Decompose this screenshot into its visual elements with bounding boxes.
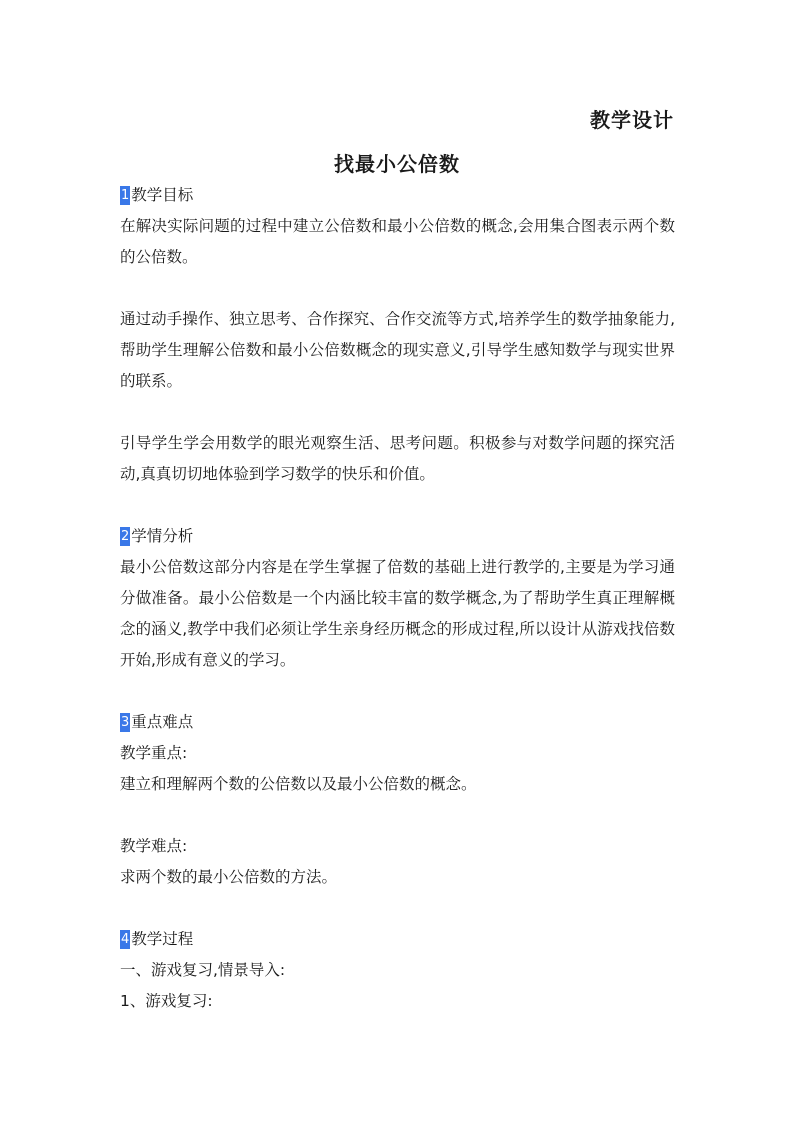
key-point-text: 建立和理解两个数的公倍数以及最小公倍数的概念。 <box>120 775 477 793</box>
section-heading-objectives <box>120 180 675 211</box>
paragraph: 在解决实际问题的过程中建立公倍数和最小公倍数的概念,会用集合图表示两个数的公倍数。 <box>120 217 675 266</box>
section-number-badge: 3 <box>121 715 130 730</box>
document-title: 找最小公倍数 <box>334 152 460 176</box>
section-heading-analysis <box>120 521 675 552</box>
paragraph: 引导学生学会用数学的眼光观察生活、思考问题。积极参与对数学问题的探究活动,真真切切地体验到学习数学的快乐和价值。 <box>120 434 675 483</box>
section-heading-process <box>120 924 675 955</box>
section-heading-text: 教学过程 <box>131 930 194 948</box>
process-step-heading: 一、游戏复习,情景导入: <box>120 961 286 979</box>
section-heading-text: 教学目标 <box>131 186 194 204</box>
section-heading-text: 学情分析 <box>131 527 194 545</box>
key-point-label: 教学重点: <box>120 744 188 762</box>
section-heading-text: 重点难点 <box>131 713 194 731</box>
document-body <box>120 180 675 1017</box>
document-type-label: 教学设计 <box>590 108 674 132</box>
difficulty-text: 求两个数的最小公倍数的方法。 <box>120 868 338 886</box>
difficulty-label: 教学难点: <box>120 837 188 855</box>
section-number-badge: 4 <box>121 932 130 947</box>
paragraph: 最小公倍数这部分内容是在学生掌握了倍数的基础上进行教学的,主要是为学习通分做准备。最小公倍数是一个内涵比较丰富的数学概念,为了帮助学生真正理解概念的涵义,教学中我们必须让学生亲身经历概念的形成过程,所以设计从游戏找倍数开始,形成有意义的学习。 <box>120 558 675 669</box>
paragraph: 通过动手操作、独立思考、合作探究、合作交流等方式,培养学生的数学抽象能力,帮助学生理解公倍数和最小公倍数概念的现实意义,引导学生感知数学与现实世界的联系。 <box>120 310 675 390</box>
section-number-badge: 2 <box>121 529 130 544</box>
section-heading-key-points <box>120 707 675 738</box>
section-number-badge: 1 <box>121 188 130 203</box>
process-substep-heading: 1、游戏复习: <box>120 992 213 1010</box>
